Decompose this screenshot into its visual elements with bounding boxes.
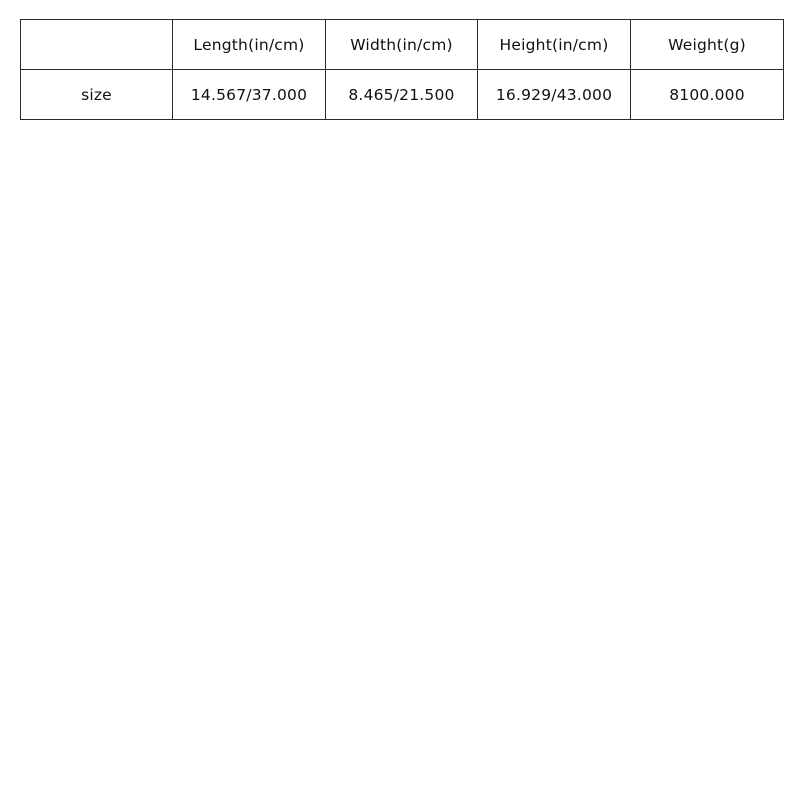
- height-value-cell: 16.929/43.000: [478, 70, 631, 120]
- length-value-cell: 14.567/37.000: [173, 70, 326, 120]
- header-cell-weight: Weight(g): [631, 20, 784, 70]
- width-value-cell: 8.465/21.500: [326, 70, 478, 120]
- size-table: [20, 19, 784, 120]
- header-cell-empty: [21, 20, 173, 70]
- table-row: [21, 70, 784, 120]
- header-cell-height: Height(in/cm): [478, 20, 631, 70]
- row-label-cell: size: [21, 70, 173, 120]
- header-cell-width: Width(in/cm): [326, 20, 478, 70]
- header-cell-length: Length(in/cm): [173, 20, 326, 70]
- table-header-row: [21, 20, 784, 70]
- weight-value-cell: 8100.000: [631, 70, 784, 120]
